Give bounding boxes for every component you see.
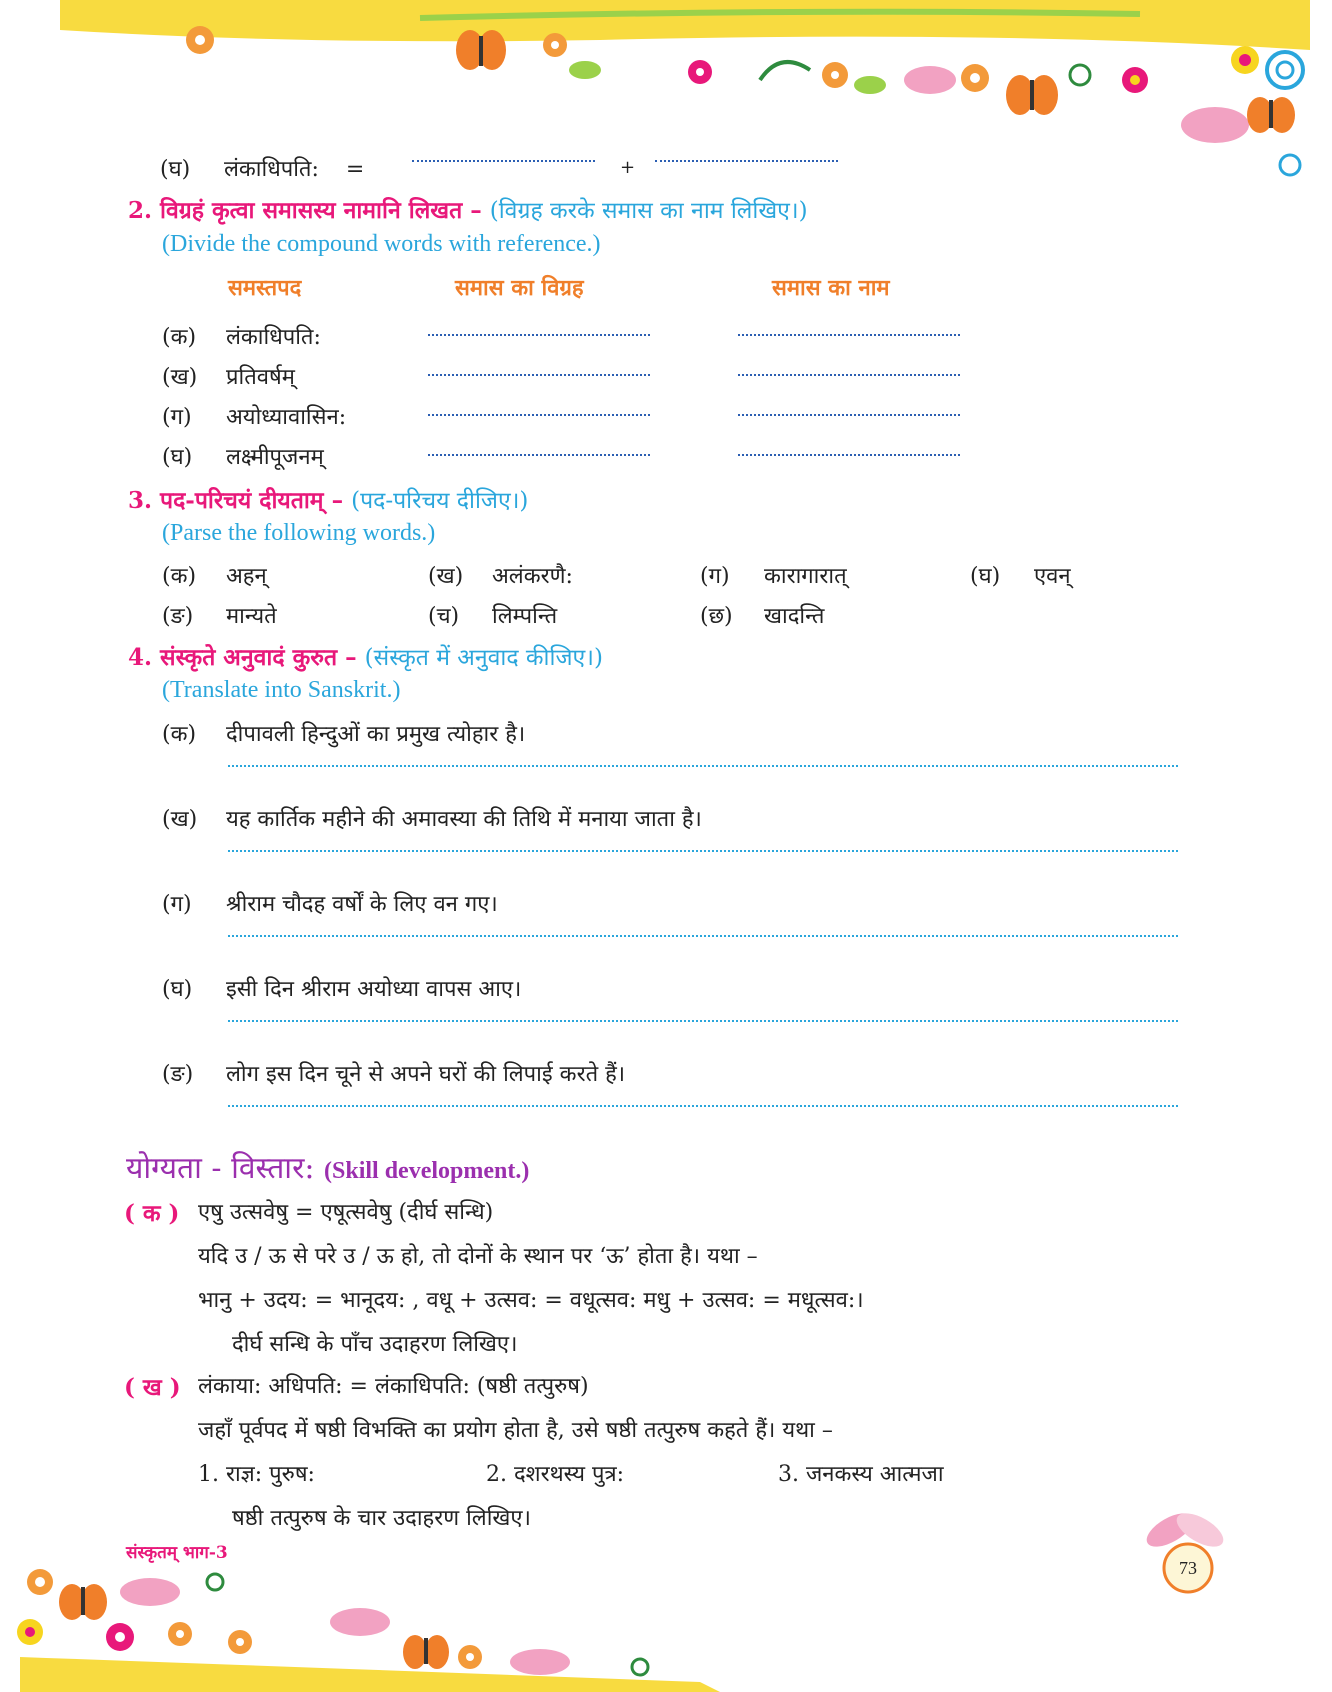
answer-blank[interactable] bbox=[428, 334, 650, 336]
column-header: समास का विग्रह bbox=[455, 275, 584, 301]
translate-item bbox=[162, 888, 498, 918]
answer-line[interactable] bbox=[228, 850, 1178, 852]
question-number: 2. bbox=[128, 197, 153, 224]
answer-blank[interactable] bbox=[428, 414, 650, 416]
compound-split-line bbox=[160, 153, 364, 183]
question-english: (Translate into Sanskrit.) bbox=[162, 677, 401, 703]
petal-icon bbox=[1181, 107, 1249, 143]
petal-icon bbox=[330, 1608, 390, 1636]
item-label: (ग) bbox=[700, 564, 730, 589]
question-hint: (विग्रह करके समास का नाम लिखिए।) bbox=[489, 198, 808, 224]
swirl-icon bbox=[1267, 52, 1303, 88]
skill-line: जहाँ पूर्वपद में षष्ठी विभक्ति का प्रयोग होता है, उसे षष्ठी तत्पुरुष कहते हैं। यथा – bbox=[198, 1418, 833, 1443]
question-title: पद-परिचयं दीयताम् – bbox=[160, 487, 344, 514]
item-label: (क) bbox=[162, 564, 197, 589]
item-label: (घ) bbox=[160, 157, 191, 182]
answer-line[interactable] bbox=[228, 935, 1178, 937]
skill-line: षष्ठी तत्पुरुष के चार उदाहरण लिखिए। bbox=[232, 1506, 531, 1531]
bottom-floral-border bbox=[0, 1562, 1332, 1692]
flower-icon bbox=[1122, 67, 1148, 93]
skill-development-heading bbox=[126, 1146, 529, 1187]
parse-word: लिम्पन्ति bbox=[492, 604, 558, 629]
sentence: इसी दिन श्रीराम अयोध्या वापस आए। bbox=[226, 977, 522, 1002]
translate-item bbox=[162, 803, 702, 833]
answer-blank[interactable] bbox=[428, 374, 650, 376]
list-item bbox=[700, 560, 847, 590]
parse-word: खादन्ति bbox=[764, 604, 825, 629]
skill-line: भानु + उदय: = भानूदय: , वधू + उत्सव: = वधूत्सव: मधु + उत्सव: = मधूत्सव:। bbox=[198, 1288, 864, 1313]
flower-icon bbox=[228, 1630, 252, 1654]
list-item bbox=[162, 600, 277, 630]
parse-word: मान्यते bbox=[226, 604, 277, 629]
flower-icon bbox=[458, 1645, 482, 1669]
swirl-icon bbox=[1070, 65, 1090, 85]
part-marker: ( क ) bbox=[124, 1200, 180, 1227]
parse-word: अलंकरणै: bbox=[492, 564, 573, 589]
petal-icon bbox=[904, 66, 956, 94]
sentence: लोग इस दिन चूने से अपने घरों की लिपाई करते हैं। bbox=[226, 1062, 626, 1087]
answer-blank[interactable] bbox=[738, 374, 960, 376]
item-label: (ख) bbox=[162, 365, 198, 390]
parse-word: एवन् bbox=[1034, 564, 1071, 589]
swirl-icon bbox=[1280, 155, 1300, 175]
page-number: 73 bbox=[1179, 1558, 1197, 1578]
compound-word: लक्ष्मीपूजनम् bbox=[226, 445, 324, 470]
question-hint: (संस्कृत में अनुवाद कीजिए।) bbox=[364, 645, 603, 671]
answer-line[interactable] bbox=[228, 765, 1178, 767]
list-item bbox=[428, 600, 557, 630]
list-item bbox=[428, 560, 573, 590]
butterfly-icon bbox=[456, 30, 506, 70]
item-label: (क) bbox=[162, 722, 197, 747]
item-label: (ङ) bbox=[162, 1062, 194, 1087]
answer-line[interactable] bbox=[228, 1020, 1178, 1022]
item-label: (घ) bbox=[162, 977, 193, 1002]
sentence: दीपावली हिन्दुओं का प्रमुख त्योहार है। bbox=[226, 722, 526, 747]
translate-item bbox=[162, 1058, 625, 1088]
flower-icon bbox=[822, 62, 848, 88]
leaf-icon bbox=[854, 76, 886, 94]
flower-icon bbox=[688, 60, 712, 84]
compound-word: लंकाधिपति: bbox=[224, 157, 319, 182]
question-hint: (पद-परिचय दीजिए।) bbox=[351, 488, 529, 514]
list-item bbox=[970, 560, 1071, 590]
flower-icon bbox=[17, 1619, 43, 1645]
parse-word: कारागारात् bbox=[764, 564, 847, 589]
item-label: (ख) bbox=[162, 807, 198, 832]
table-row bbox=[162, 401, 346, 431]
petal-icon bbox=[510, 1649, 570, 1675]
item-label: (ग) bbox=[162, 405, 192, 430]
butterfly-icon bbox=[403, 1635, 449, 1669]
item-label: (च) bbox=[428, 604, 460, 629]
flower-icon bbox=[543, 33, 567, 57]
item-label: (घ) bbox=[162, 445, 193, 470]
question-3-heading bbox=[128, 483, 528, 515]
question-english: (Divide the compound words with reference.) bbox=[162, 231, 601, 257]
table-row bbox=[162, 441, 324, 471]
question-title: संस्कृते अनुवादं कुरुत – bbox=[160, 644, 357, 671]
compound-word: अयोध्यावासिन: bbox=[226, 405, 347, 430]
table-row bbox=[162, 361, 295, 391]
parse-word: अहन् bbox=[226, 564, 267, 589]
item-label: (घ) bbox=[970, 564, 1001, 589]
butterfly-icon bbox=[59, 1584, 107, 1620]
flower-icon bbox=[186, 26, 214, 54]
item-label: (क) bbox=[162, 325, 197, 350]
item-label: (छ) bbox=[700, 604, 733, 629]
part-marker: ( ख ) bbox=[124, 1374, 181, 1401]
column-header: समस्तपद bbox=[228, 275, 302, 301]
flower-icon bbox=[168, 1622, 192, 1646]
question-title: विग्रहं कृत्वा समासस्य नामानि लिखत – bbox=[160, 197, 482, 224]
answer-blank[interactable] bbox=[655, 160, 838, 162]
butterfly-icon bbox=[1247, 97, 1295, 133]
question-english: (Parse the following words.) bbox=[162, 520, 436, 546]
skill-line: यदि उ / ऊ से परे उ / ऊ हो, तो दोनों के स्थान पर ‘ऊ’ होता है। यथा – bbox=[198, 1244, 758, 1269]
flower-icon bbox=[961, 64, 989, 92]
plus-sign: + bbox=[620, 157, 636, 178]
sentence: श्रीराम चौदह वर्षों के लिए वन गए। bbox=[226, 892, 498, 917]
skill-line: एषु उत्सवेषु = एषूत्सवेषु (दीर्घ सन्धि) bbox=[198, 1200, 494, 1225]
answer-blank[interactable] bbox=[738, 454, 960, 456]
answer-blank[interactable] bbox=[738, 414, 960, 416]
skill-line: लंकाया: अधिपति: = लंकाधिपति: (षष्ठी तत्पुरुष) bbox=[198, 1374, 589, 1399]
item-label: (ग) bbox=[162, 892, 192, 917]
item-label: (ङ) bbox=[162, 604, 194, 629]
question-number: 3. bbox=[128, 487, 153, 514]
swirl-icon bbox=[760, 62, 810, 80]
translate-item bbox=[162, 718, 525, 748]
table-row bbox=[162, 321, 321, 351]
skill-line: दीर्घ सन्धि के पाँच उदाहरण लिखिए। bbox=[232, 1332, 518, 1357]
example-item: 3. जनकस्य आत्मजा bbox=[778, 1462, 944, 1487]
swirl-icon bbox=[632, 1659, 648, 1675]
answer-blank[interactable] bbox=[738, 334, 960, 336]
butterfly-icon bbox=[1006, 75, 1058, 115]
petal-icon bbox=[120, 1578, 180, 1606]
flower-icon bbox=[106, 1623, 134, 1651]
column-header: समास का नाम bbox=[772, 275, 890, 301]
leaf-icon bbox=[569, 61, 601, 79]
item-label: (ख) bbox=[428, 564, 464, 589]
skill-title-english: (Skill development.) bbox=[324, 1158, 530, 1184]
book-title-footer: संस्कृतम् भाग-3 bbox=[126, 1543, 228, 1563]
example-item: 1. राज्ञ: पुरुष: bbox=[198, 1462, 315, 1487]
sentence: यह कार्तिक महीने की अमावस्या की तिथि में मनाया जाता है। bbox=[226, 807, 702, 832]
question-2-heading bbox=[128, 193, 808, 225]
compound-word: प्रतिवर्षम् bbox=[226, 365, 295, 390]
equals-sign: = bbox=[345, 157, 365, 182]
translate-item bbox=[162, 973, 521, 1003]
list-item bbox=[700, 600, 824, 630]
skill-title-hindi: योग्यता - विस्तार: bbox=[126, 1151, 315, 1186]
answer-blank[interactable] bbox=[412, 160, 595, 162]
answer-line[interactable] bbox=[228, 1105, 1178, 1107]
swirl-icon bbox=[207, 1574, 223, 1590]
compound-word: लंकाधिपति: bbox=[226, 325, 321, 350]
flower-icon bbox=[1231, 46, 1259, 74]
question-number: 4. bbox=[128, 644, 153, 671]
list-item bbox=[162, 560, 267, 590]
question-4-heading bbox=[128, 640, 603, 672]
example-item: 2. दशरथस्य पुत्र: bbox=[486, 1462, 625, 1487]
flower-icon bbox=[27, 1569, 53, 1595]
answer-blank[interactable] bbox=[428, 454, 650, 456]
